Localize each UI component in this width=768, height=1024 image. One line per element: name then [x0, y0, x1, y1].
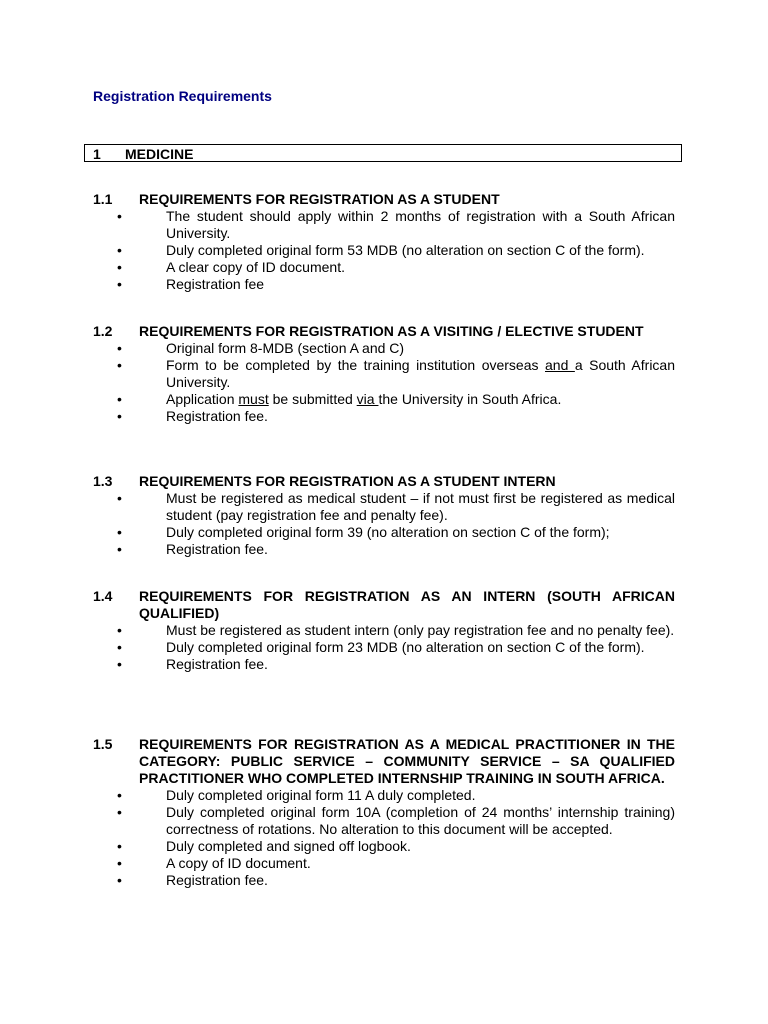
- requirements-list: [93, 340, 675, 425]
- list-item: • Registration fee.: [93, 872, 675, 889]
- list-item: • Form to be completed by the training institution overseas and a South African University.: [93, 357, 675, 391]
- subsection-number: 1.1: [93, 191, 113, 207]
- list-item: • Original form 8-MDB (section A and C): [93, 340, 675, 357]
- list-item: • Duly completed and signed off logbook.: [93, 838, 675, 855]
- list-item: • Registration fee.: [93, 656, 675, 673]
- section-header-box: [84, 144, 682, 162]
- subsection-number: 1.2: [93, 323, 113, 339]
- list-item: • Duly completed original form 39 (no alteration on section C of the form);: [93, 524, 675, 541]
- list-item: • Duly completed original form 23 MDB (no alteration on section C of the form).: [93, 639, 675, 656]
- subsection-1-5: [93, 736, 675, 889]
- section-number: 1: [93, 146, 101, 162]
- list-item: • Must be registered as medical student – if not must first be registered as medical student (pay registration fee and penalty fee).: [93, 490, 675, 524]
- requirements-list: [93, 622, 675, 673]
- section-title: MEDICINE: [125, 146, 194, 162]
- requirements-list: [93, 490, 675, 558]
- subsection-title: REQUIREMENTS FOR REGISTRATION AS A STUDENT INTERN: [139, 473, 556, 489]
- list-item: • Duly completed original form 11 A duly completed.: [93, 787, 675, 804]
- subsection-1-1: [93, 191, 675, 293]
- list-item: • Registration fee.: [93, 408, 675, 425]
- subsection-title: REQUIREMENTS FOR REGISTRATION AS A MEDICAL PRACTITIONER IN THE CATEGORY: PUBLIC SERVICE – COMMUNITY SERVICE – SA QUALIFIED PRACTITIONER WHO COMPLETED INTERNSHIP TRAINING IN SOUTH AFRICA.: [139, 736, 675, 786]
- list-item: • Must be registered as student intern (only pay registration fee and no penalty fee).: [93, 622, 675, 639]
- requirements-list: [93, 787, 675, 889]
- subsection-title: REQUIREMENTS FOR REGISTRATION AS A VISITING / ELECTIVE STUDENT: [139, 323, 644, 339]
- list-item: • Duly completed original form 53 MDB (no alteration on section C of the form).: [93, 242, 675, 259]
- subsection-number: 1.5: [93, 736, 113, 752]
- subsection-number: 1.4: [93, 588, 113, 604]
- list-item: • Application must be submitted via the University in South Africa.: [93, 391, 675, 408]
- subsection-number: 1.3: [93, 473, 113, 489]
- subsection-1-3: [93, 473, 675, 558]
- subsection-title: REQUIREMENTS FOR REGISTRATION AS A STUDENT: [139, 191, 500, 207]
- list-item: • Registration fee.: [93, 541, 675, 558]
- subsection-title: REQUIREMENTS FOR REGISTRATION AS AN INTERN (SOUTH AFRICAN QUALIFIED): [139, 588, 675, 621]
- requirements-list: [93, 208, 675, 293]
- subsection-1-2: [93, 323, 675, 425]
- list-item: • Registration fee: [93, 276, 675, 293]
- subsection-1-4: [93, 588, 675, 673]
- document-title: Registration Requirements: [93, 88, 272, 104]
- list-item: • A clear copy of ID document.: [93, 259, 675, 276]
- list-item: • A copy of ID document.: [93, 855, 675, 872]
- list-item: • Duly completed original form 10A (completion of 24 months’ internship training) correctness of rotations. No alteration to this document will be accepted.: [93, 804, 675, 838]
- list-item: • The student should apply within 2 months of registration with a South African University.: [93, 208, 675, 242]
